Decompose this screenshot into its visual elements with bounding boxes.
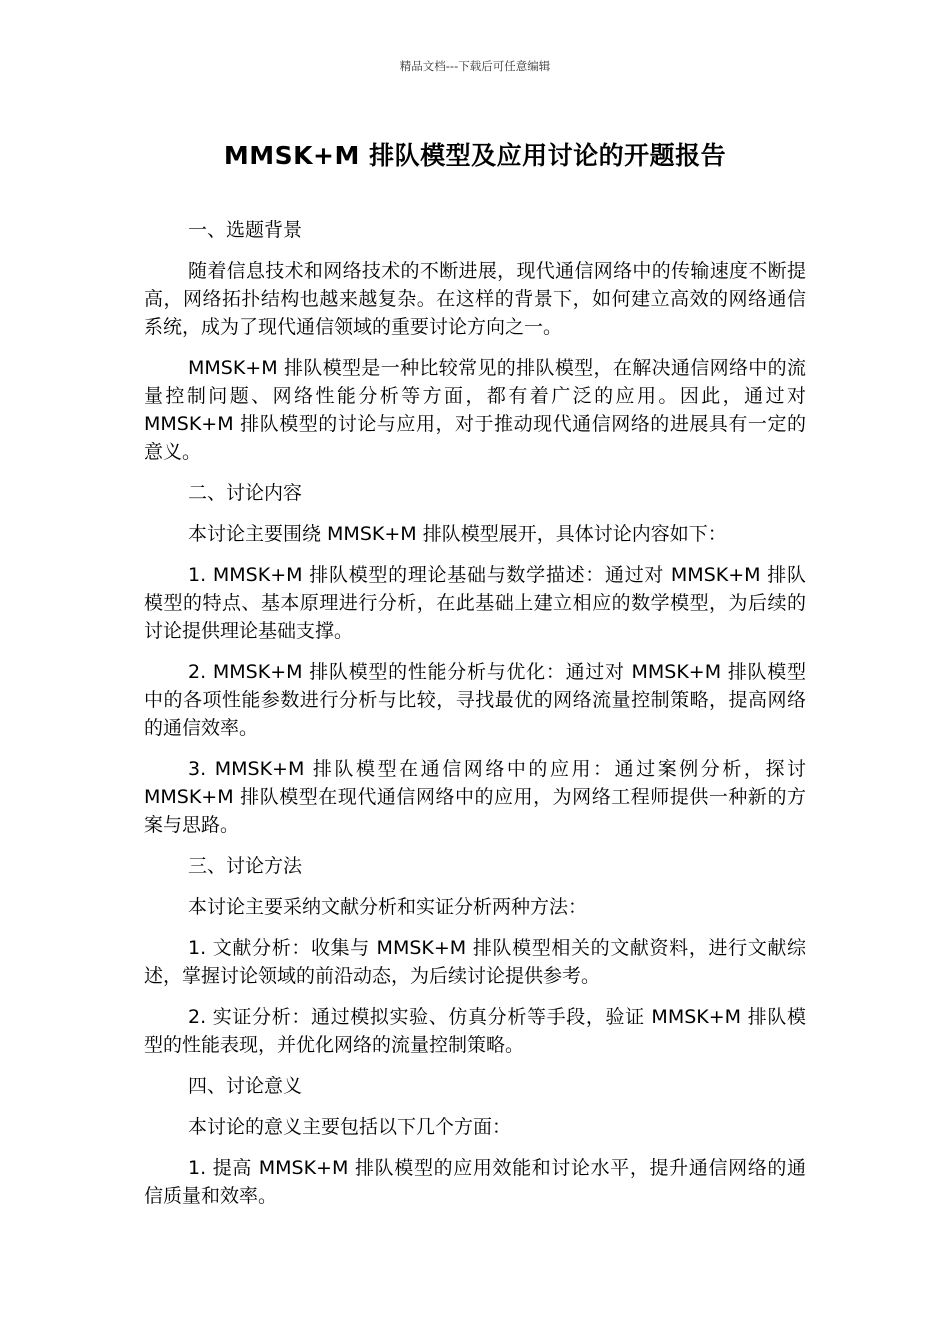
paragraph-method-intro: 本讨论主要采纳文献分析和实证分析两种方法： — [188, 896, 588, 918]
paragraph-significance-intro: 本讨论的意义主要包括以下几个方面： — [188, 1116, 512, 1138]
header-note: 精品文档---下载后可任意编辑 — [399, 59, 551, 73]
list-item-content-2: 2. MMSK+M 排队模型的性能分析与优化：通过对 MMSK+M 排队模型中的各项性能参数进行分析与比较，寻找最优的网络流量控制策略，提高网络的通信效率。 — [144, 661, 806, 739]
list-item-content-3: 3. MMSK+M 排队模型在通信网络中的应用：通过案例分析，探讨 MMSK+M 排队模型在现代通信网络中的应用，为网络工程师提供一种新的方案与思路。 — [144, 758, 806, 836]
paragraph-content-intro: 本讨论主要围绕 MMSK+M 排队模型展开，具体讨论内容如下： — [188, 523, 727, 545]
list-item-method-2: 2. 实证分析：通过模拟实验、仿真分析等手段，验证 MMSK+M 排队模型的性能表现，并优化网络的流量控制策略。 — [144, 1006, 806, 1056]
list-item-method-1: 1. 文献分析：收集与 MMSK+M 排队模型相关的文献资料，进行文献综述，掌握讨论领域的前沿动态，为后续讨论提供参考。 — [144, 937, 806, 987]
page-title: MMSK+M 排队模型及应用讨论的开题报告 — [223, 141, 727, 170]
paragraph-background-2: MMSK+M 排队模型是一种比较常见的排队模型，在解决通信网络中的流量控制问题、网络性能分析等方面，都有着广泛的应用。因此，通过对 MMSK+M 排队模型的讨论与应用，对于推动现代通信网络的进展具有一定的意义。 — [144, 357, 806, 463]
list-item-significance-1: 1. 提高 MMSK+M 排队模型的应用效能和讨论水平，提升通信网络的通信质量和效率。 — [144, 1157, 806, 1207]
section-heading-content: 二、讨论内容 — [188, 482, 303, 504]
section-heading-background: 一、选题背景 — [188, 219, 303, 241]
document-body — [144, 216, 806, 1223]
section-heading-significance: 四、讨论意义 — [188, 1075, 303, 1097]
paragraph-background-1: 随着信息技术和网络技术的不断进展，现代通信网络中的传输速度不断提高，网络拓扑结构也越来越复杂。在这样的背景下，如何建立高效的网络通信系统，成为了现代通信领域的重要讨论方向之一。 — [144, 260, 806, 338]
section-heading-method: 三、讨论方法 — [188, 855, 303, 877]
list-item-content-1: 1. MMSK+M 排队模型的理论基础与数学描述：通过对 MMSK+M 排队模型的特点、基本原理进行分析，在此基础上建立相应的数学模型，为后续的讨论提供理论基础支撑。 — [144, 564, 806, 642]
